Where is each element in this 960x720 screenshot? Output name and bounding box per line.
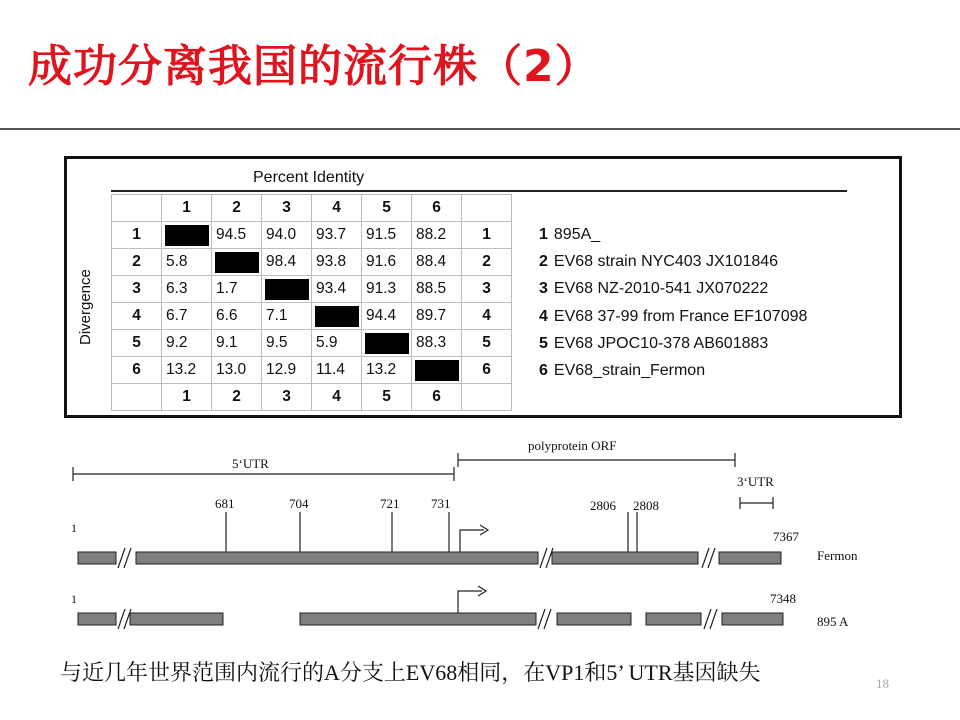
matrix-cell: 5.8 <box>162 249 212 276</box>
corner-cell <box>112 195 162 222</box>
slide-title: 成功分离我国的流行株（2） <box>28 41 600 92</box>
diagonal-cell <box>312 303 362 330</box>
matrix-cell: 13.2 <box>362 357 412 384</box>
genome-diagram <box>0 430 960 650</box>
row-header-right: 1 <box>462 222 512 249</box>
legend-item: 2 EV68 strain NYC403 JX101846 <box>539 253 779 271</box>
matrix-cell: 91.3 <box>362 276 412 303</box>
matrix-cell: 94.5 <box>212 222 262 249</box>
matrix-cell: 93.8 <box>312 249 362 276</box>
diagonal-cell <box>412 357 462 384</box>
col-footer: 1 <box>162 384 212 411</box>
strain-895a-genome-bar <box>78 613 783 625</box>
strain-895a-label: 895 A <box>817 614 849 629</box>
corner-cell <box>462 195 512 222</box>
matrix-row <box>112 303 512 330</box>
row-header: 5 <box>112 330 162 357</box>
matrix-cell: 11.4 <box>312 357 362 384</box>
pos-681: 681 <box>215 496 235 511</box>
matrix-cell: 6.6 <box>212 303 262 330</box>
col-header: 2 <box>212 195 262 222</box>
header-row <box>112 195 512 222</box>
pos-731: 731 <box>431 496 451 511</box>
title-divider <box>0 128 960 130</box>
matrix-cell: 7.1 <box>262 303 312 330</box>
matrix-cell: 88.5 <box>412 276 462 303</box>
matrix-cell: 9.5 <box>262 330 312 357</box>
matrix-cell: 6.7 <box>162 303 212 330</box>
divergence-label: Divergence <box>77 269 94 345</box>
row-header: 3 <box>112 276 162 303</box>
pos-2808: 2808 <box>633 498 659 513</box>
row-header-right: 4 <box>462 303 512 330</box>
matrix-cell: 13.2 <box>162 357 212 384</box>
col-footer: 6 <box>412 384 462 411</box>
strain-legend <box>539 221 807 384</box>
matrix-row <box>112 222 512 249</box>
col-footer: 4 <box>312 384 362 411</box>
utr3-bracket <box>740 497 773 509</box>
matrix-row <box>112 330 512 357</box>
col-header: 6 <box>412 195 462 222</box>
row-header: 4 <box>112 303 162 330</box>
matrix-cell: 13.0 <box>212 357 262 384</box>
matrix-cell: 98.4 <box>262 249 312 276</box>
footer-row <box>112 384 512 411</box>
orf-label: polyprotein ORF <box>528 438 617 453</box>
legend-item: 3 EV68 NZ-2010-541 JX070222 <box>539 280 769 298</box>
matrix-cell: 93.4 <box>312 276 362 303</box>
matrix-cell: 88.4 <box>412 249 462 276</box>
fermon-label: Fermon <box>817 548 858 563</box>
matrix-row <box>112 276 512 303</box>
orf-bracket <box>458 453 735 467</box>
row-header: 2 <box>112 249 162 276</box>
row-header: 1 <box>112 222 162 249</box>
row-header: 6 <box>112 357 162 384</box>
matrix-cell: 88.3 <box>412 330 462 357</box>
matrix-cell: 88.2 <box>412 222 462 249</box>
col-header: 4 <box>312 195 362 222</box>
slide-caption: 与近几年世界范围内流行的A分支上EV68相同，在VP1和5’ UTR基因缺失 <box>60 660 761 685</box>
pos-704: 704 <box>289 496 309 511</box>
corner-cell <box>462 384 512 411</box>
diagonal-cell <box>362 330 412 357</box>
identity-matrix-table <box>111 194 512 411</box>
row-header-right: 2 <box>462 249 512 276</box>
fermon-genome-bar <box>78 552 781 564</box>
col-header: 5 <box>362 195 412 222</box>
matrix-row <box>112 357 512 384</box>
strain-895a-start: 1 <box>71 592 77 606</box>
matrix-cell: 5.9 <box>312 330 362 357</box>
corner-cell <box>112 384 162 411</box>
matrix-cell: 89.7 <box>412 303 462 330</box>
pos-2806: 2806 <box>590 498 616 513</box>
col-header: 3 <box>262 195 312 222</box>
col-footer: 2 <box>212 384 262 411</box>
matrix-cell: 12.9 <box>262 357 312 384</box>
matrix-cell: 93.7 <box>312 222 362 249</box>
diagonal-cell <box>212 249 262 276</box>
matrix-cell: 91.6 <box>362 249 412 276</box>
strain-895a-end: 7348 <box>770 591 796 606</box>
utr5-label: 5‘UTR <box>232 456 269 471</box>
percent-identity-label: Percent Identity <box>253 169 365 186</box>
row-header-right: 3 <box>462 276 512 303</box>
diagonal-cell <box>162 222 212 249</box>
col-footer: 3 <box>262 384 312 411</box>
diagonal-cell <box>262 276 312 303</box>
fermon-end: 7367 <box>773 529 799 544</box>
matrix-cell: 1.7 <box>212 276 262 303</box>
utr3-label: 3‘UTR <box>737 474 774 489</box>
col-footer: 5 <box>362 384 412 411</box>
matrix-cell: 94.4 <box>362 303 412 330</box>
matrix-cell: 9.1 <box>212 330 262 357</box>
matrix-row <box>112 249 512 276</box>
identity-matrix-panel <box>64 156 902 418</box>
matrix-cell: 6.3 <box>162 276 212 303</box>
page-number: 18 <box>876 676 889 691</box>
legend-item: 5 EV68 JPOC10-378 AB601883 <box>539 334 769 352</box>
fermon-start: 1 <box>71 521 77 535</box>
legend-item: 1 895A_ <box>539 226 601 243</box>
row-header-right: 5 <box>462 330 512 357</box>
matrix-cell: 91.5 <box>362 222 412 249</box>
matrix-cell: 9.2 <box>162 330 212 357</box>
legend-item: 6 EV68_strain_Fermon <box>539 362 706 380</box>
percent-identity-rule <box>111 190 847 192</box>
row-header-right: 6 <box>462 357 512 384</box>
matrix-cell: 94.0 <box>262 222 312 249</box>
col-header: 1 <box>162 195 212 222</box>
legend-item: 4 EV68 37-99 from France EF107098 <box>539 307 808 325</box>
pos-721: 721 <box>380 496 400 511</box>
